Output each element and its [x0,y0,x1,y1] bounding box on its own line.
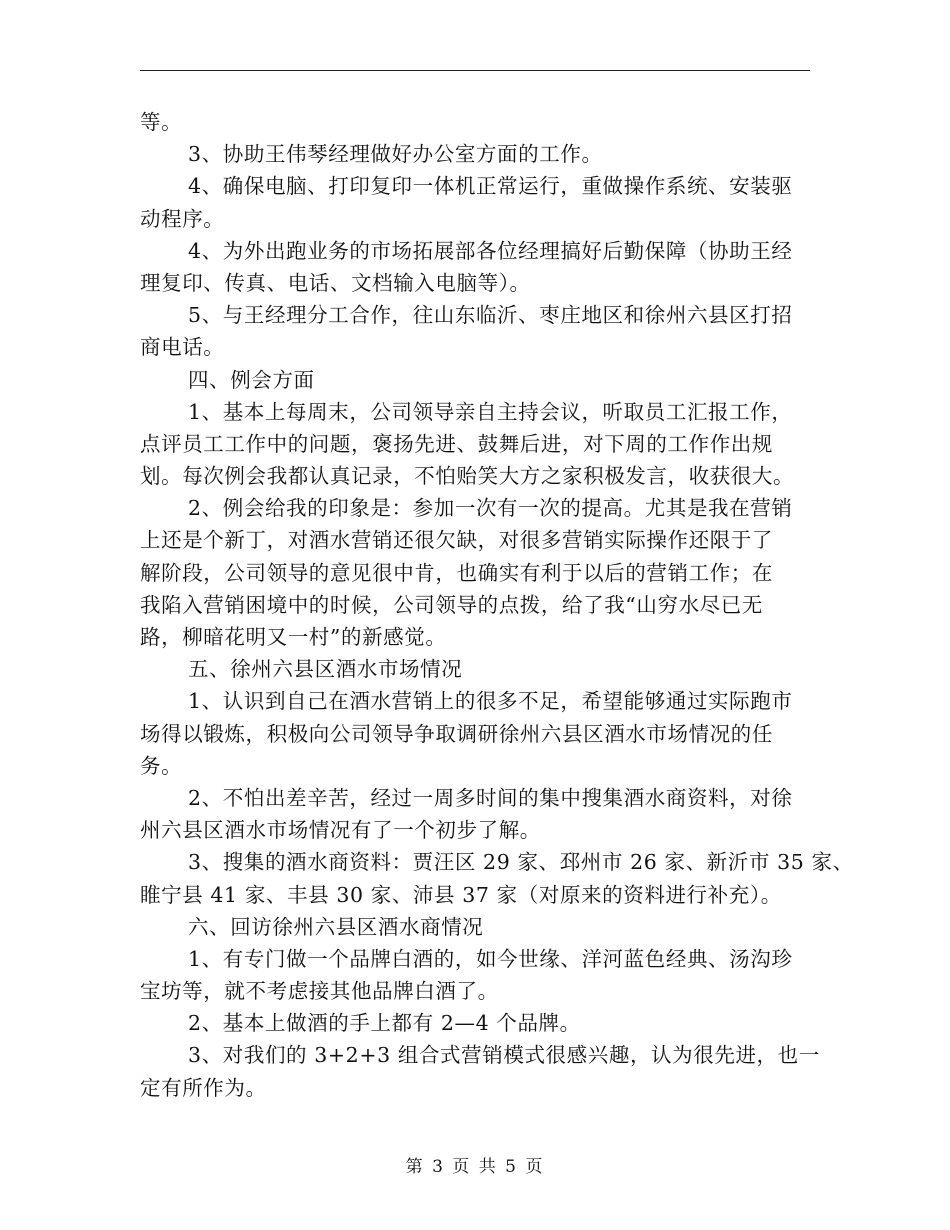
header-rule [140,70,810,71]
body-line: 2、基本上做酒的手上都有 2—4 个品牌。 [188,1011,581,1036]
page-footer: 第 3 页 共 5 页 [405,1157,545,1177]
body-line: 睢宁县 41 家、丰县 30 家、沛县 37 家（对原来的资料进行补充）。 [140,882,782,907]
document-body [140,106,854,1104]
body-line: 动程序。 [140,206,225,231]
body-line: 1、基本上每周末，公司领导亲自主持会议，听取员工汇报工作， [188,399,793,424]
body-line: 3、协助王伟琴经理做好办公室方面的工作。 [188,142,603,167]
body-line: 六、回访徐州六县区酒水商情况 [188,914,484,939]
body-line: 商电话。 [140,335,225,360]
body-line: 路，柳暗花明又一村”的新感觉。 [140,625,447,649]
body-line: 解阶段，公司领导的意见很中肯，也确实有利于以后的营销工作；在 [140,560,773,585]
body-line: 1、有专门做一个品牌白酒的，如今世缘、洋河蓝色经典、汤沟珍 [188,946,793,971]
body-line: 五、徐州六县区酒水市场情况 [188,657,463,682]
body-line: 州六县区酒水市场情况有了一个初步了解。 [140,818,541,843]
body-line: 上还是个新丁，对酒水营销还很欠缺，对很多营销实际操作还限于了 [140,528,773,553]
body-line: 划。每次例会我都认真记录，不怕贻笑大方之家积极发言，收获很大。 [140,464,795,489]
body-line: 四、例会方面 [188,367,315,392]
body-line: 定有所作为。 [140,1075,267,1100]
body-line: 我陷入营销困境中的时候，公司领导的点拨，给了我“山穷水尽已无 [140,592,763,617]
body-line: 3、对我们的 3+2+3 组合式营销模式很感兴趣，认为很先进，也一 [188,1043,820,1068]
body-line: 点评员工工作中的问题，褒扬先进、鼓舞后进，对下周的工作作出规 [140,431,773,456]
body-line: 4、为外出跑业务的市场拓展部各位经理搞好后勤保障（协助王经 [188,238,793,263]
body-line: 宝坊等，就不考虑接其他品牌白酒了。 [140,979,499,1004]
body-line: 4、确保电脑、打印复印一体机正常运行，重做操作系统、安装驱 [188,174,793,199]
body-line: 理复印、传真、电话、文档输入电脑等）。 [140,270,531,295]
body-line: 1、认识到自己在酒水营销上的很多不足，希望能够通过实际跑市 [188,689,793,714]
body-line: 3、搜集的酒水商资料：贾汪区 29 家、邳州市 26 家、新沂市 35 家、 [188,850,854,875]
body-line: 等。 [140,110,183,134]
body-line: 2、不怕出差辛苦，经过一周多时间的集中搜集酒水商资料，对徐 [188,785,793,810]
body-line: 场得以锻炼，积极向公司领导争取调研徐州六县区酒水市场情况的任 [140,721,773,746]
body-line: 2、例会给我的印象是：参加一次有一次的提高。尤其是我在营销 [188,496,793,521]
body-line: 务。 [140,753,183,778]
body-line: 5、与王经理分工合作，往山东临沂、枣庄地区和徐州六县区打招 [188,303,793,328]
